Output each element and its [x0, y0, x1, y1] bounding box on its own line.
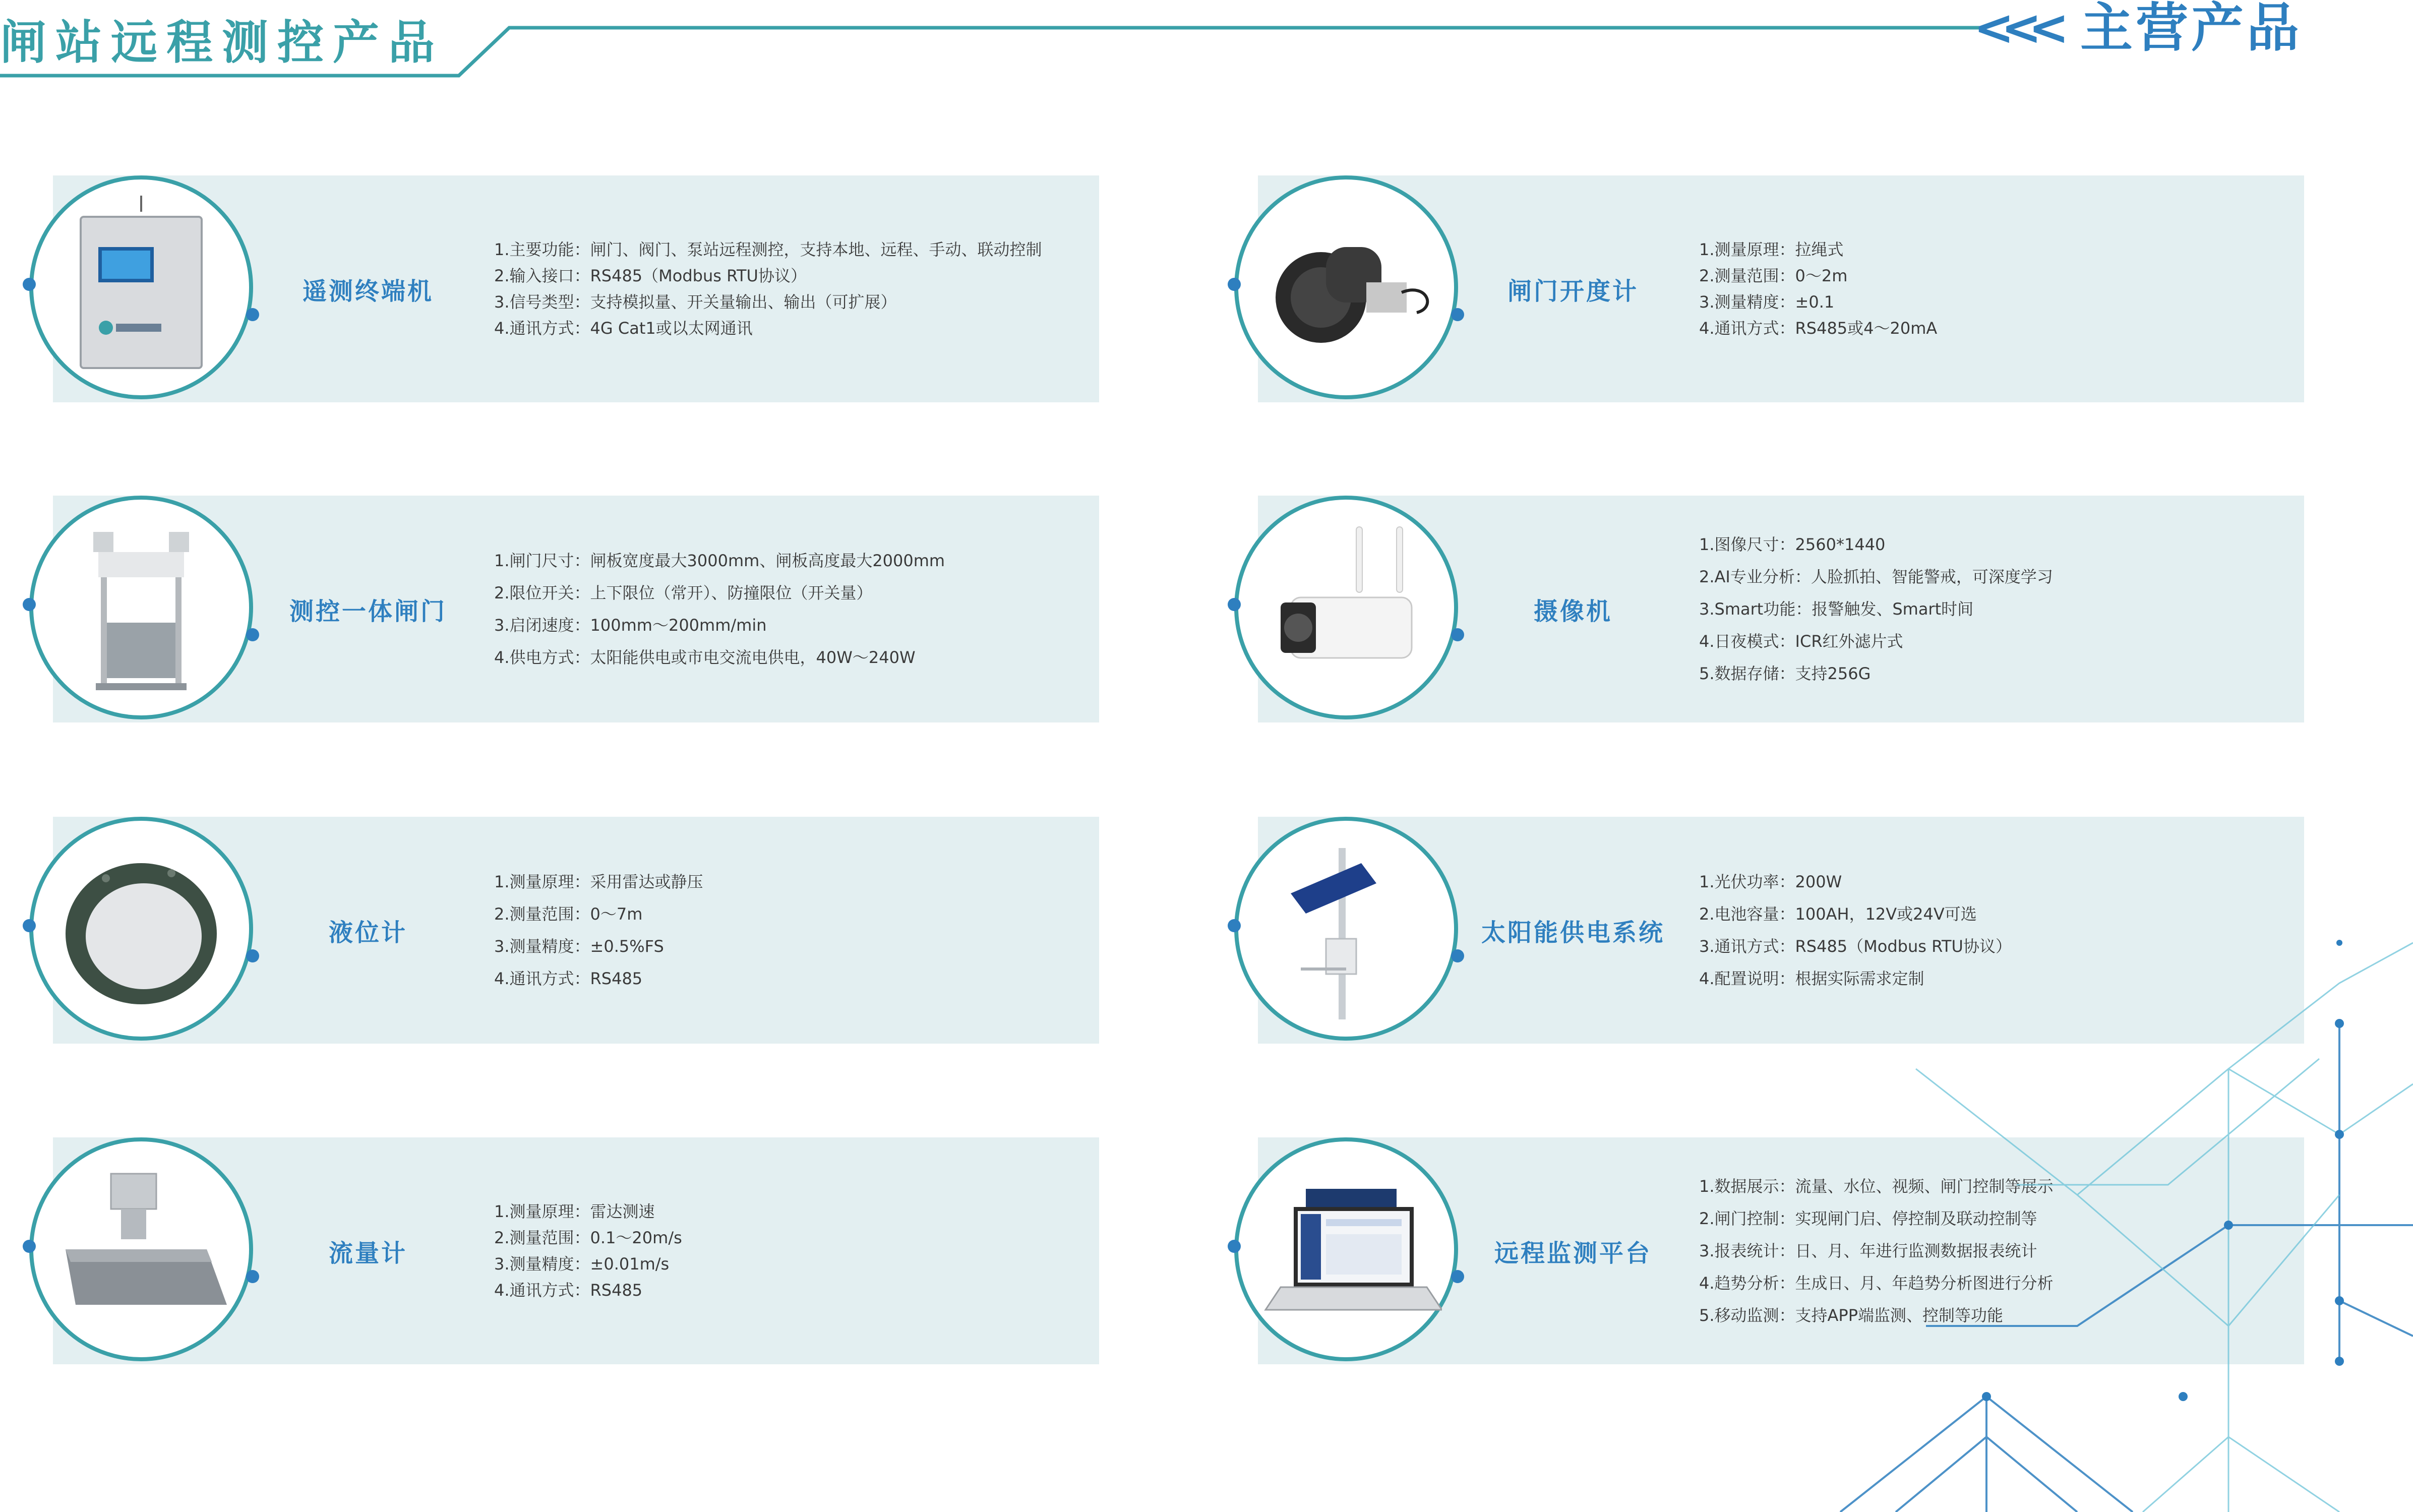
product-image-frame	[1205, 171, 1457, 406]
brand-heading	[1973, 0, 2302, 58]
product-specs	[1699, 175, 1937, 402]
product-name: 摄像机	[1533, 597, 1612, 626]
product-card-camera	[1205, 496, 2304, 722]
spec-line: 2.测量范围：0.1～20m/s	[494, 1228, 682, 1247]
product-image-frame	[1205, 813, 1457, 1048]
spec-line: 1.测量原理：采用雷达或静压	[494, 872, 703, 891]
spec-line: 2.测量范围：0～7m	[494, 904, 643, 924]
chevrons-icon: <<<	[1973, 0, 2056, 56]
brand-label: 主营产品	[2080, 0, 2302, 58]
spec-line: 4.趋势分析：生成日、月、年趋势分析图进行分析	[1699, 1274, 2054, 1293]
product-card-gate-opening-meter	[1205, 175, 2304, 402]
connector-dot	[23, 919, 36, 932]
product-card-flow-meter	[0, 1137, 1099, 1364]
spec-line: 1.主要功能：闸门、阀门、泵站远程测控，支持本地、远程、手动、联动控制	[494, 240, 1042, 259]
spec-line: 4.通讯方式：RS485	[494, 969, 643, 988]
product-image-frame	[0, 171, 252, 406]
product-image-frame	[0, 492, 252, 727]
spec-line: 1.光伏功率：200W	[1699, 872, 1842, 891]
spec-line: 4.配置说明：根据实际需求定制	[1699, 969, 1924, 988]
product-specs	[494, 175, 1042, 402]
spec-line: 1.数据展示：流量、水位、视频、闸门控制等展示	[1699, 1177, 2054, 1196]
product-image-frame	[1205, 492, 1457, 727]
connector-dot	[23, 598, 36, 611]
spec-line: 5.移动监测：支持APP端监测、控制等功能	[1699, 1306, 2004, 1325]
camera-icon	[1250, 512, 1442, 703]
connector-dot	[23, 278, 36, 291]
product-name: 流量计	[328, 1239, 407, 1267]
page-title: 闸站远程测控产品	[0, 16, 444, 70]
spec-line: 3.通讯方式：RS485（Modbus RTU协议）	[1699, 937, 2012, 956]
spec-line: 5.数据存储：支持256G	[1699, 664, 1871, 683]
connector-dot	[1228, 598, 1241, 611]
level-meter-icon	[45, 833, 237, 1024]
product-name: 遥测终端机	[302, 277, 434, 306]
spec-line: 2.限位开关：上下限位（常开）、防撞限位（开关量）	[494, 583, 873, 602]
spec-line: 2.AI专业分析：人脸抓拍、智能警戒，可深度学习	[1699, 567, 2053, 586]
spec-line: 3.测量精度：±0.1	[1699, 292, 1835, 312]
spec-line: 4.通讯方式：RS485	[494, 1281, 643, 1300]
spec-line: 2.闸门控制：实现闸门启、停控制及联动控制等	[1699, 1209, 2037, 1228]
connector-dot	[23, 1240, 36, 1253]
rtu-cabinet-icon	[45, 192, 237, 383]
spec-line: 3.信号类型：支持模拟量、开关量输出、输出（可扩展）	[494, 292, 897, 312]
spec-line: 3.Smart功能：报警触发、Smart时间	[1699, 599, 1974, 619]
product-name: 闸门开度计	[1507, 277, 1639, 306]
spec-line: 1.图像尺寸：2560*1440	[1699, 535, 1886, 554]
product-name: 液位计	[328, 918, 407, 947]
connector-dot	[1228, 919, 1241, 932]
spec-line: 3.启闭速度：100mm～200mm/min	[494, 616, 767, 635]
spec-line: 1.闸门尺寸：闸板宽度最大3000mm、闸板高度最大2000mm	[494, 551, 945, 570]
spec-line: 3.报表统计：日、月、年进行监测数据报表统计	[1699, 1241, 2037, 1260]
gate-opening-meter-icon	[1250, 192, 1442, 383]
product-name: 测控一体闸门	[289, 597, 447, 626]
product-image-frame	[0, 813, 252, 1048]
spec-line: 4.供电方式：太阳能供电或市电交流电供电，40W～240W	[494, 648, 916, 667]
product-specs	[1699, 496, 2053, 722]
product-image-frame	[0, 1133, 252, 1368]
decorative-network-graphic	[1664, 882, 2413, 1512]
product-image-frame	[1205, 1133, 1457, 1368]
product-card-integrated-gate	[0, 496, 1099, 722]
product-name: 远程监测平台	[1494, 1239, 1652, 1267]
spec-line: 4.通讯方式：4G Cat1或以太网通讯	[494, 319, 753, 338]
product-specs	[494, 1137, 682, 1364]
connector-dot	[1228, 1240, 1241, 1253]
product-name: 太阳能供电系统	[1481, 918, 1665, 947]
integrated-gate-icon	[45, 512, 237, 703]
product-specs	[494, 817, 703, 1044]
spec-line: 1.测量原理：拉绳式	[1699, 240, 1844, 259]
product-card-rtu	[0, 175, 1099, 402]
spec-line: 2.测量范围：0～2m	[1699, 266, 1848, 285]
spec-line: 3.测量精度：±0.01m/s	[494, 1254, 670, 1274]
spec-line: 4.日夜模式：ICR红外滤片式	[1699, 632, 1903, 651]
product-specs	[494, 496, 945, 722]
spec-line: 1.测量原理：雷达测速	[494, 1202, 655, 1221]
solar-panel-icon	[1250, 833, 1442, 1024]
spec-line: 4.通讯方式：RS485或4～20mA	[1699, 319, 1938, 338]
spec-line: 2.电池容量：100AH，12V或24V可选	[1699, 904, 1977, 924]
product-card-level-meter	[0, 817, 1099, 1044]
connector-dot	[1228, 278, 1241, 291]
flow-meter-icon	[45, 1154, 237, 1345]
spec-line: 2.输入接口：RS485（Modbus RTU协议）	[494, 266, 807, 285]
spec-line: 3.测量精度：±0.5%FS	[494, 937, 664, 956]
laptop-platform-icon	[1250, 1154, 1442, 1345]
